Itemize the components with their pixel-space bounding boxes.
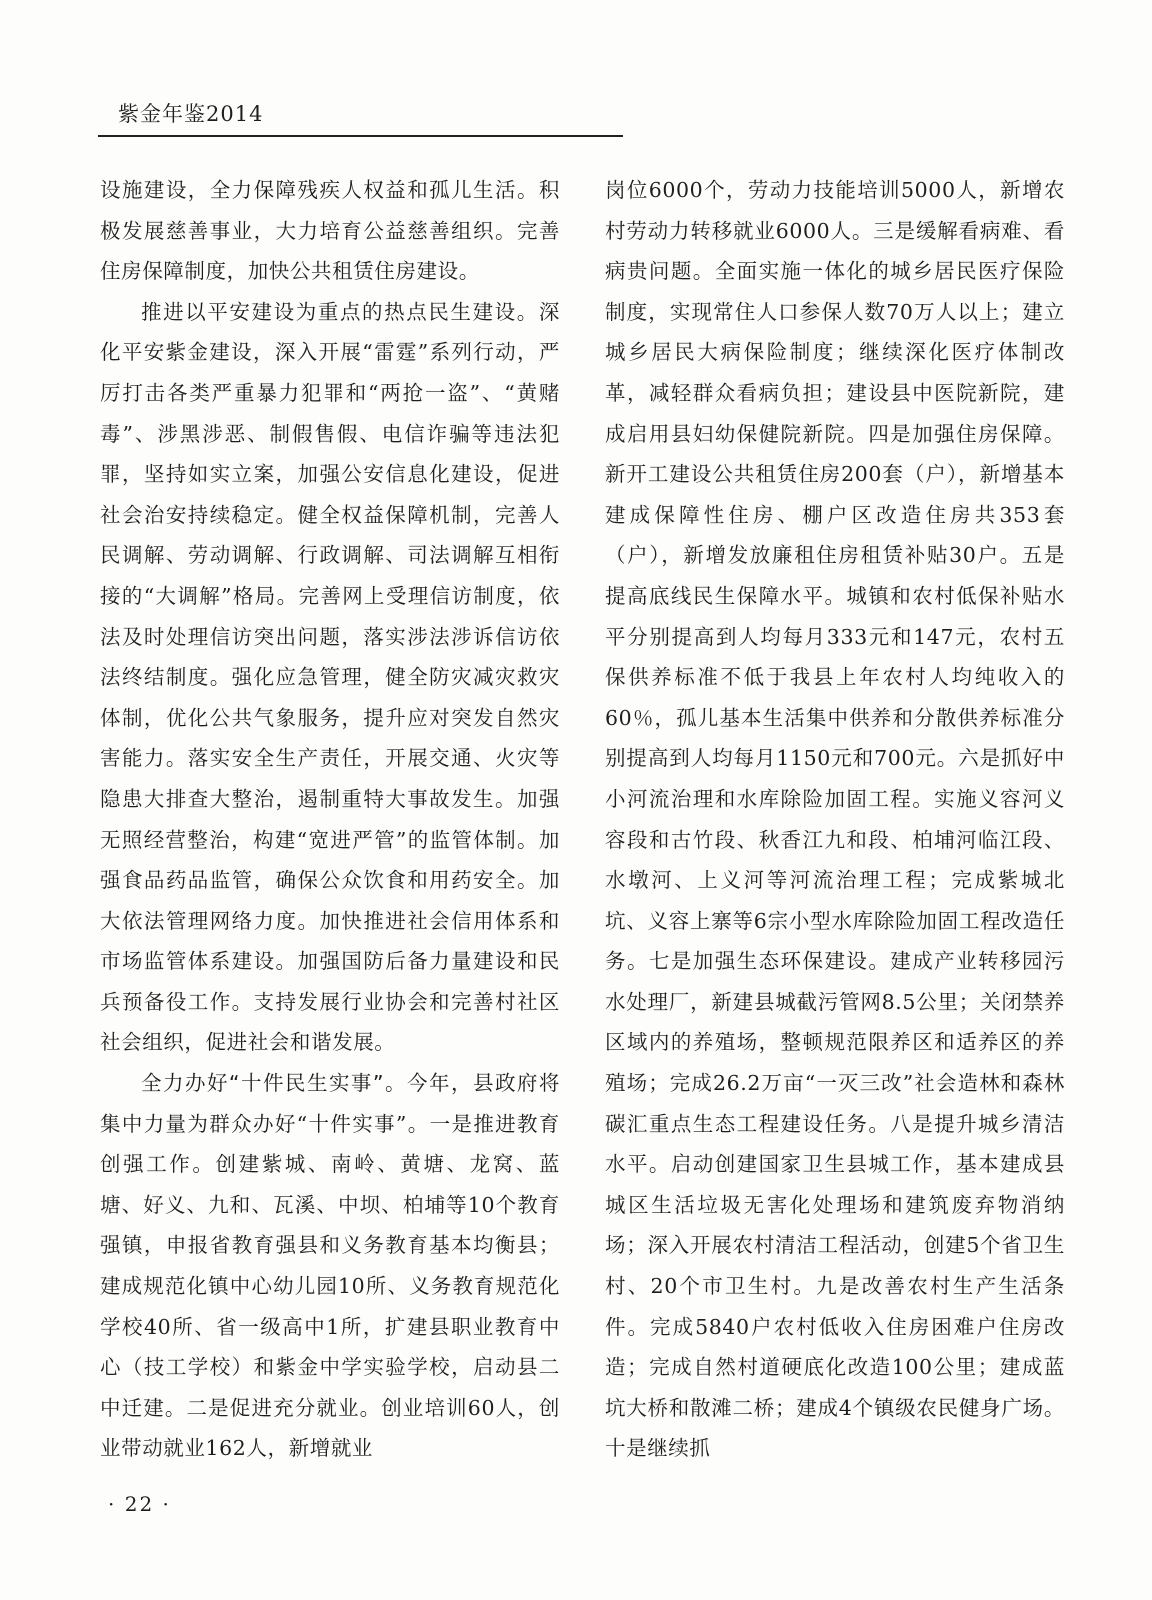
paragraph-body: 今年，县政府将集中力量为群众办好“十件实事”。一是推进教育创强工作。创建紫城、南岭、黄塘、龙窝、蓝塘、好义、九和、瓦溪、中坝、柏埔等10个教育强镇，申报省教育强县和义务教育基本均衡县；建成规范化镇中心幼儿园10所、义务教育规范化学校40所、省一级高中1所，扩建县职业教育中心（技工学校）和紫金中学实验学校，启动县二中迁建。二是促进充分就业。创业培训60人，创业带动就业162人，新增就业 <box>100 1071 561 1461</box>
paragraph-ten-livelihood-projects <box>100 1063 560 1469</box>
paragraph-lead-heading: 全力办好“十件民生实事”。 <box>141 1071 408 1096</box>
paragraph-lead-heading: 推进以平安建设为重点的热点民生建设。 <box>141 299 539 324</box>
header-divider <box>98 135 623 137</box>
paragraph-safety-construction <box>100 292 560 1063</box>
left-text-column <box>100 170 560 1469</box>
page-number: · 22 · <box>108 1492 171 1516</box>
running-header-title: 紫金年鉴2014 <box>118 102 264 126</box>
paragraph-continuation: 设施建设，全力保障残疾人权益和孤儿生活。积极发展慈善事业，大力培育公益慈善组织。完善住房保障制度，加快公共租赁住房建设。 <box>100 178 560 284</box>
paragraph-continuation: 岗位6000个，劳动力技能培训5000人，新增农村劳动力转移就业6000人。三是缓解看病难、看病贵问题。全面实施一体化的城乡居民医疗保险制度，实现常住人口参保人数70万人以上；建立城乡居民大病保险制度；继续深化医疗体制改革，减轻群众看病负担；建设县中医院新院，建成启用县妇幼保健院新院。四是加强住房保障。新开工建设公共租赁住房200套（户），新增基本建成保障性住房、棚户区改造住房共353套（户），新增发放廉租住房租赁补贴30户。五是提高底线民生保障水平。城镇和农村低保补贴水平分别提高到人均每月333元和147元，农村五保供养标准不低于我县上年农村人均纯收入的60％，孤儿基本生活集中供养和分散供养标准分别提高到人均每月1150元和700元。六是抓好中小河流治理和水库除险加固工程。实施义容河义容段和古竹段、秋香江九和段、柏埔河临江段、水墩河、上义河等河流治理工程；完成紫城北坑、义容上寨等6宗小型水库除险加固工程改造任务。七是加强生态环保建设。建成产业转移园污水处理厂，新建县城截污管网8.5公里；关闭禁养区域内的养殖场，整顿规范限养区和适养区的养殖场；完成26.2万亩“一灭三改”社会造林和森林碳汇重点生态工程建设任务。八是提升城乡清洁水平。启动创建国家卫生县城工作，基本建成县城区生活垃圾无害化处理场和建筑废弃物消纳场；深入开展农村清洁工程活动，创建5个省卫生村、20个市卫生村。九是改善农村生产生活条件。完成5840户农村低收入住房困难户住房改造；完成自然村道硬底化改造100公里；建成蓝坑大桥和散滩二桥；建成4个镇级农民健身广场。十是继续抓 <box>605 178 1065 1461</box>
paragraph-body: 深化平安紫金建设，深入开展“雷霆”系列行动，严厉打击各类严重暴力犯罪和“两抢一盗”、“黄赌毒”、涉黑涉恶、制假售假、电信诈骗等违法犯罪，坚持如实立案，加强公安信息化建设，促进社会治安持续稳定。健全权益保障机制，完善人民调解、劳动调解、行政调解、司法调解互相衔接的“大调解”格局。完善网上受理信访制度，依法及时处理信访突出问题，落实涉法涉诉信访依法终结制度。强化应急管理，健全防灾减灾救灾体制，优化公共气象服务，提升应对突发自然灾害能力。落实安全生产责任，开展交通、火灾等隐患大排查大整治，遏制重特大事故发生。加强无照经营整治，构建“宽进严管”的监管体制。加强食品药品监管，确保公众饮食和用药安全。加大依法管理网络力度。加快推进社会信用体系和市场监管体系建设。加强国防后备力量建设和民兵预备役工作。支持发展行业协会和完善村社区社会组织，促进社会和谐发展。 <box>100 299 560 1055</box>
right-text-column <box>605 170 1065 1469</box>
